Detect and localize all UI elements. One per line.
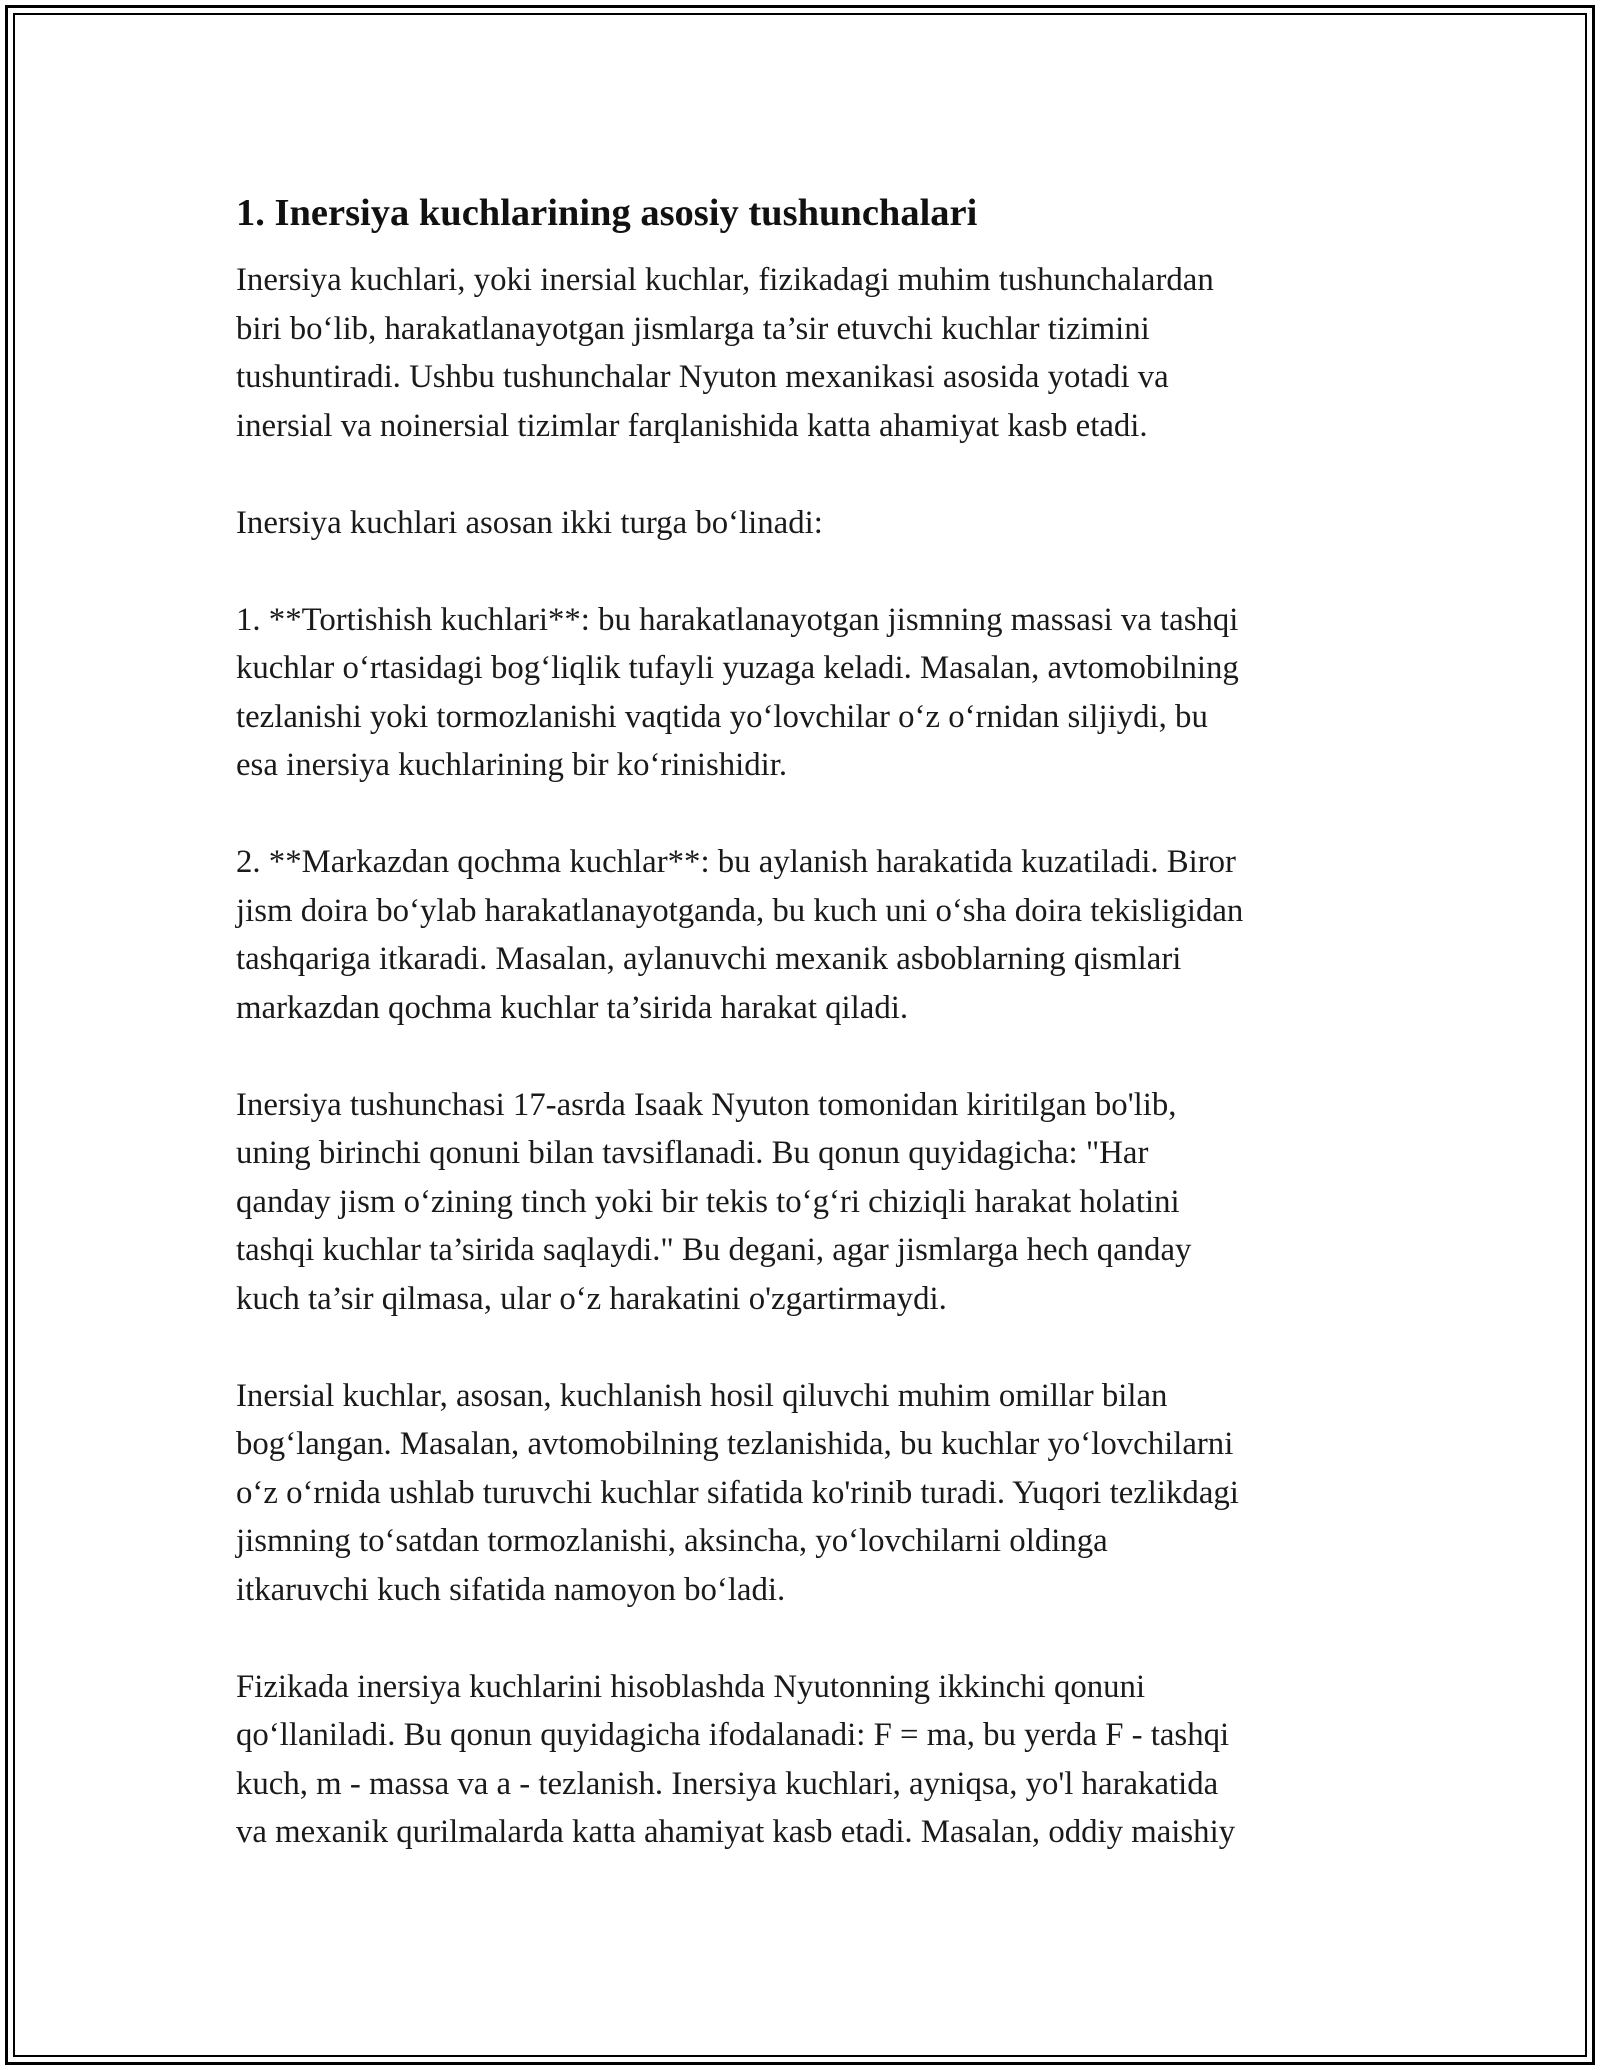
- paragraph-inertial-forces: Inersial kuchlar, asosan, kuchlanish hosil qiluvchi muhim omillar bilan bog‘langan. Masalan, avtomobilning tezlanishida, bu kuchlar yo‘lovchilarni o‘z o‘rnida ushlab turuvchi kuchlar sifatida ko'rinib turadi. Yuqori tezlikdagi jismning to‘satdan tormozlanishi, aksincha, yo‘lovchilarni oldinga itkaruvchi kuch sifatida namoyon bo‘ladi.: [236, 1377, 1239, 1608]
- section-heading: 1. Inersiya kuchlarining asosiy tushunchalari: [236, 192, 978, 234]
- document-body: [236, 188, 1370, 1857]
- list-item-gravitational-forces: 1. **Tortishish kuchlari**: bu harakatlanayotgan jismning massasi va tashqi kuchlar o‘rtasidagi bog‘liqlik tufayli yuzaga keladi. Masalan, avtomobilning tezlanishi yoki tormozlanishi vaqtida yo‘lovchilar o‘z o‘rnidan siljiydi, bu esa inersiya kuchlarining bir ko‘rinishidir.: [236, 601, 1239, 783]
- paragraph-types-lead: Inersiya kuchlari asosan ikki turga bo‘linadi:: [236, 504, 823, 541]
- list-item-centrifugal-forces: 2. **Markazdan qochma kuchlar**: bu aylanish harakatida kuzatiladi. Biror jism doira bo‘ylab harakatlanayotganda, bu kuch uni o‘sha doira tekisligidan tashqariga itkaradi. Masalan, aylanuvchi mexanik asboblarning qismlari markazdan qochma kuchlar ta’sirida harakat qiladi.: [236, 844, 1244, 1026]
- paragraph-newton-first-law: Inersiya tushunchasi 17-asrda Isaak Nyuton tomonidan kiritilgan bo'lib, uning birinchi qonuni bilan tavsiflanadi. Bu qonun quyidagicha: "Har qanday jism o‘zining tinch yoki bir tekis to‘g‘ri chiziqli harakat holatini tashqi kuchlar ta’sirida saqlaydi." Bu degani, agar jismlarga hech qanday kuch ta’sir qilmasa, ular o‘z harakatini o'zgartirmaydi.: [236, 1086, 1192, 1317]
- paragraph-newton-second-law: Fizikada inersiya kuchlarini hisoblashda Nyutonning ikkinchi qonuni qo‘llaniladi. Bu qonun quyidagicha ifodalanadi: F = ma, bu yerda F - tashqi kuch, m - massa va a - tezlanish. Inersiya kuchlari, ayniqsa, yo'l harakatida va mexanik qurilmalarda katta ahamiyat kasb etadi. Masalan, oddiy maishiy: [236, 1668, 1236, 1850]
- paragraph-intro: Inersiya kuchlari, yoki inersial kuchlar, fizikadagi muhim tushunchalardan biri bo‘lib, harakatlanayotgan jismlarga ta’sir etuvchi kuchlar tizimini tushuntiradi. Ushbu tushunchalar Nyuton mexanikasi asosida yotadi va inersial va noinersial tizimlar farqlanishida katta ahamiyat kasb etadi.: [236, 262, 1214, 444]
